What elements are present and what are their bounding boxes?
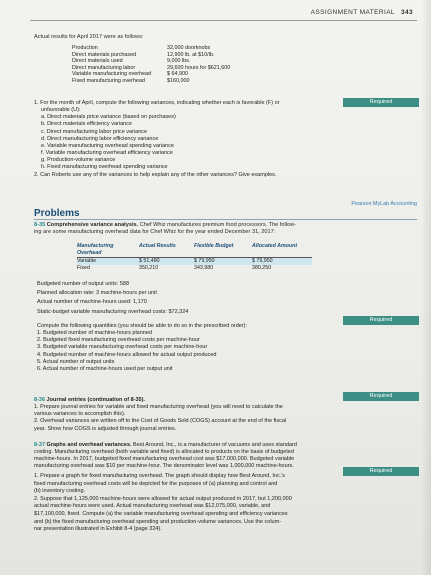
- compute-item: 4. Budgeted number of machine-hours allowed for actual output produced: [37, 351, 217, 358]
- required-badge: Required: [343, 98, 419, 107]
- col-header: Manufacturing Overhead: [77, 243, 114, 256]
- problem-8-35-intro: [34, 222, 414, 237]
- overhead-table-header: [77, 243, 312, 258]
- problem-number: 8-35: [34, 222, 46, 228]
- compute-item: 6. Actual number of machine-hours used per output unit: [37, 365, 173, 372]
- problem-title: Graphs and overhead variances.: [46, 442, 132, 448]
- table-cell: $ 51,480: [139, 258, 160, 265]
- results-label: Variable manufacturing overhead: [72, 71, 152, 78]
- fact-line: Planned allocation rate: 3 machine-hours per unit: [37, 290, 157, 297]
- header-section: ASSIGNMENT MATERIAL: [310, 9, 395, 16]
- problem-item: 1. Prepare a graph for fixed manufacturing overhead. The graph should display how Best Around, Inc.'s: [34, 473, 286, 479]
- problems-heading: Problems: [34, 208, 80, 219]
- results-label: Direct manufacturing labor: [72, 64, 136, 71]
- fact-line: Budgeted number of output units: 588: [37, 281, 130, 287]
- problem-item: $17,100,000, fixed. Compute (a) the variable manufacturing overhead spending and efficiency variances: [34, 510, 288, 517]
- header-page-number: 343: [400, 9, 413, 16]
- table-cell: 350,210: [139, 264, 159, 271]
- table-cell: Fixed: [77, 264, 90, 271]
- problem-line: machine-hours. In 2017, budgeted fixed manufacturing overhead cost was $17,000,000. Budgeted variable: [34, 456, 295, 463]
- table-row: [77, 265, 312, 272]
- compute-item: 5. Actual number of output units: [37, 358, 115, 365]
- results-value: 9,000 lbs.: [167, 58, 191, 65]
- results-label: Fixed manufacturing overhead: [72, 77, 145, 84]
- problem-number: 8-36: [34, 397, 46, 403]
- results-row: [72, 45, 257, 52]
- results-row: [72, 71, 257, 78]
- problem-item: actual machine-hours were used. Actual manufacturing overhead was $12,075,000, variable, and: [34, 503, 271, 510]
- required-badge: Required: [343, 392, 419, 401]
- problem-line: year. Show how COGS is adjusted through journal entries.: [34, 425, 177, 432]
- fact-line: Static-budget variable manufacturing overhead costs: $72,324: [37, 308, 189, 315]
- compute-item: 3. Budgeted variable manufacturing overhead costs per machine-hour: [37, 344, 208, 351]
- results-label: Direct materials purchased: [72, 51, 137, 58]
- problem-text: Chef Whiz manufactures premium food processors. The follow-: [138, 222, 297, 228]
- problem-item: 2. Suppose that 1,125,000 machine-hours were allowed for actual output produced in 2017, but 1,200,000: [34, 495, 292, 502]
- problem-item: fixed manufacturing overhead costs will be depicted for the purposes of (a) planning and control and: [34, 480, 278, 487]
- q1-item: d. Direct manufacturing labor efficiency variance: [41, 135, 159, 142]
- running-header: [311, 9, 413, 16]
- problem-title: Comprehensive variance analysis.: [46, 222, 139, 228]
- table-row: [77, 258, 312, 265]
- q1-item: e. Variable manufacturing overhead spending variance: [41, 142, 174, 149]
- results-value: 32,000 doorknobs: [167, 45, 211, 51]
- header-rule: [30, 20, 417, 21]
- results-row: [72, 58, 257, 65]
- col-header: Actual Results: [139, 243, 176, 249]
- problems-rule: [34, 219, 417, 220]
- results-row: [72, 78, 257, 85]
- problem-title: Journal entries (continuation of 8-35).: [46, 397, 145, 403]
- results-label: Production: [72, 45, 98, 51]
- problem-line: various variances to accomplish this).: [34, 411, 126, 418]
- q1-list: [34, 100, 279, 179]
- problem-line: costing. Manufacturing overhead (both variable and fixed) is allocated to products on the basis of budgeted: [34, 449, 294, 456]
- compute-item: 2. Budgeted fixed manufacturing overhead costs per machine-hour: [37, 337, 200, 344]
- problem-8-37-items: [34, 473, 292, 534]
- problem-8-37: [34, 442, 297, 471]
- q1-intro: 1. For the month of April, compute the following variances, indicating whether each is favorable (F) or: [34, 100, 280, 106]
- required-badge: Required: [343, 467, 419, 476]
- q1-intro-cont: unfavorable (U):: [41, 107, 81, 114]
- compute-item: 1. Budgeted number of machine-hours planned: [37, 330, 152, 337]
- results-value: $ 64,900: [167, 71, 188, 78]
- problem-8-37-heading: [34, 442, 297, 449]
- results-value: 12,900 lb. at $10/lb.: [167, 51, 215, 58]
- col-header: Allocated Amount: [252, 243, 298, 249]
- problem-line: Best Around, Inc., is a manufacturer of vacuums and uses standard: [131, 442, 297, 448]
- q2-question: 2. Can Roberts use any of the variances to help explain any of the other variances? Give examples.: [34, 171, 277, 178]
- problem-item: nar presentation illustrated in Exhibit 8-4 (page 324).: [34, 526, 162, 533]
- results-label: Direct materials used: [72, 58, 123, 65]
- q1-item: b. Direct materials efficiency variance: [41, 121, 132, 128]
- results-row: [72, 65, 257, 72]
- problem-item: (b) inventory costing.: [34, 488, 86, 495]
- table-cell: Variable: [77, 258, 97, 265]
- results-row: [72, 52, 257, 59]
- q1-item: h. Fixed manufacturing overhead spending variance: [41, 164, 168, 171]
- april-results-table: [72, 45, 257, 85]
- pearson-mylab-link[interactable]: Pearson MyLab Accounting: [351, 201, 417, 207]
- problem-number: 8-37: [34, 442, 46, 448]
- page-edge-shadow: [421, 0, 431, 575]
- results-value: $160,000: [167, 77, 190, 84]
- table-cell: $ 79,950: [252, 258, 273, 265]
- required-badge: Required: [343, 316, 419, 325]
- problem-8-35-facts: [37, 280, 188, 317]
- table-cell: $ 79,950: [194, 258, 215, 265]
- q1-item: g. Production-volume variance: [41, 157, 116, 164]
- table-cell: 380,250: [252, 264, 272, 271]
- col-header: Flexible Budget: [194, 243, 234, 249]
- problem-line: 1. Prepare journal entries for variable and fixed manufacturing overhead (you will need to calculate the: [34, 404, 283, 411]
- fact-line: Actual number of machine-hours used: 1,170: [37, 299, 147, 306]
- table-cell: 343,980: [194, 264, 214, 271]
- results-value: 29,600 hours for $621,600: [167, 64, 231, 71]
- problem-text-cont: ing are some manufacturing overhead data for Chef Whiz for the year ended December 31, 2017:: [34, 229, 276, 236]
- problem-item: and (b) the fixed manufacturing overhead spending and production-volume variances. Use the colum-: [34, 518, 282, 525]
- problem-8-35-compute: [37, 323, 247, 373]
- problem-line: manufacturing overhead was $10 per machine-hour. The denominator level was 1,000,000 machine-hours.: [34, 463, 294, 470]
- compute-intro: Compute the following quantities (you should be able to do so in the prescribed order):: [37, 323, 248, 329]
- overhead-table: [77, 243, 312, 271]
- problem-8-36: [34, 397, 286, 433]
- q1-item: c. Direct manufacturing labor price variance: [41, 128, 148, 135]
- problem-line: 2. Overhead variances are written off to the Cost of Goods Sold (COGS) account at the end of the fiscal: [34, 418, 287, 425]
- intro-text: Actual results for April 2017 were as follows:: [34, 34, 144, 40]
- problem-8-36-heading: [34, 397, 286, 404]
- q1-item: f. Variable manufacturing overhead efficiency variance: [41, 150, 173, 157]
- q1-item: a. Direct materials price variance (based on purchases): [41, 114, 176, 121]
